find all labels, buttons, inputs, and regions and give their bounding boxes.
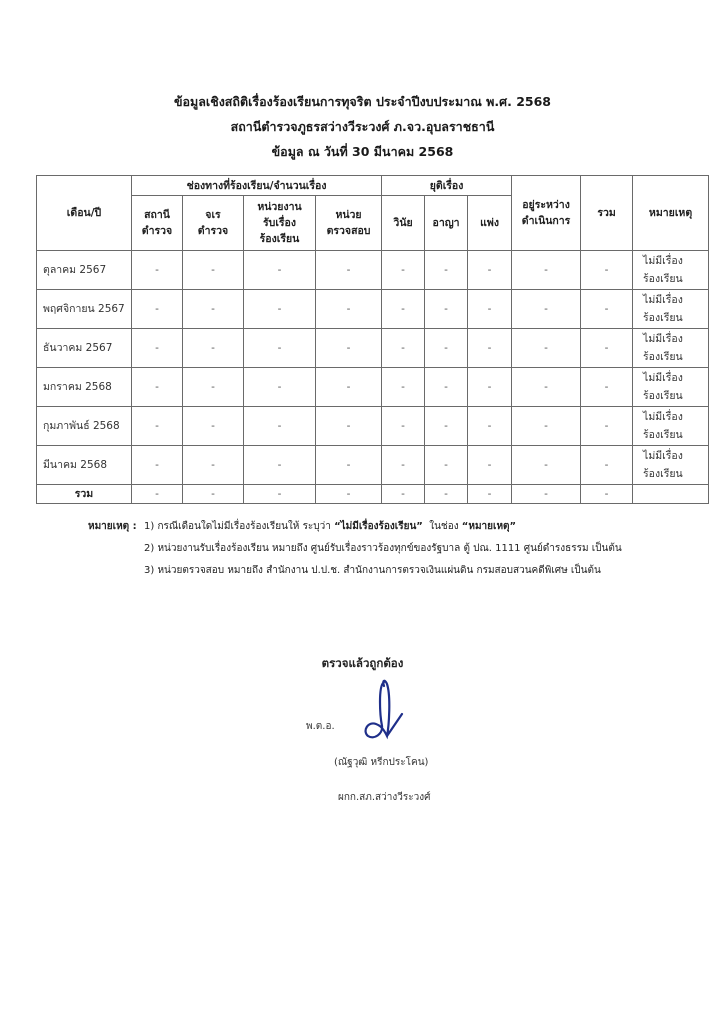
value-cell: -: [316, 407, 382, 446]
value-cell: -: [244, 446, 316, 485]
value-cell: -: [512, 329, 581, 368]
header-remark: หมายเหตุ: [633, 176, 709, 251]
value-cell: -: [183, 251, 244, 290]
handwritten-signature: [360, 676, 410, 746]
value-cell: -: [244, 407, 316, 446]
header-total: รวม: [581, 176, 633, 251]
total-cell: -: [316, 485, 382, 504]
month-cell: มกราคม 2568: [37, 368, 132, 407]
value-cell: -: [316, 368, 382, 407]
header-station: สถานี ตำรวจ: [132, 196, 183, 251]
month-cell: กุมภาพันธ์ 2568: [37, 407, 132, 446]
table-row: [37, 290, 709, 329]
value-cell: -: [512, 368, 581, 407]
value-cell: -: [468, 368, 512, 407]
table-row: [37, 251, 709, 290]
month-cell: ธันวาคม 2567: [37, 329, 132, 368]
header-civil: แพ่ง: [468, 196, 512, 251]
value-cell: -: [183, 290, 244, 329]
header-discipline: วินัย: [382, 196, 425, 251]
value-cell: -: [132, 368, 183, 407]
remark-cell: ไม่มีเรื่อง ร้องเรียน: [633, 251, 709, 290]
value-cell: -: [132, 407, 183, 446]
value-cell: -: [132, 290, 183, 329]
value-cell: -: [581, 290, 633, 329]
data-date: ข้อมูล ณ วันที่ 30 มีนาคม 2568: [271, 144, 454, 159]
total-cell: -: [468, 485, 512, 504]
value-cell: -: [425, 251, 468, 290]
value-cell: -: [581, 446, 633, 485]
value-cell: -: [382, 251, 425, 290]
value-cell: -: [382, 329, 425, 368]
value-cell: -: [316, 251, 382, 290]
month-cell: ตุลาคม 2567: [37, 251, 132, 290]
remark-cell: ไม่มีเรื่อง ร้องเรียน: [633, 446, 709, 485]
table-row: [37, 329, 709, 368]
header-agency: หน่วยงาน รับเรื่อง ร้องเรียน: [244, 196, 316, 251]
table-row: [37, 407, 709, 446]
remark-cell: ไม่มีเรื่อง ร้องเรียน: [633, 368, 709, 407]
value-cell: -: [425, 329, 468, 368]
value-cell: -: [425, 290, 468, 329]
value-cell: -: [183, 368, 244, 407]
value-cell: -: [468, 329, 512, 368]
value-cell: -: [382, 290, 425, 329]
value-cell: -: [468, 407, 512, 446]
station-name: สถานีตำรวจภูธรสว่างวีระวงศ์ ภ.จว.อุบลราชธานี: [230, 119, 495, 134]
note-2: 2) หน่วยงานรับเรื่องร้องเรียน หมายถึง ศูนย์รับเรื่องราวร้องทุกข์ของรัฐบาล ตู้ ปณ. 1111 ศูนย์ดำรงธรรม เป็นต้น: [144, 543, 622, 554]
total-remark-cell: [633, 485, 709, 504]
total-cell: -: [244, 485, 316, 504]
signer-rank: พ.ต.อ.: [306, 721, 335, 732]
table-row: [37, 446, 709, 485]
value-cell: -: [382, 368, 425, 407]
total-cell: -: [382, 485, 425, 504]
value-cell: -: [382, 446, 425, 485]
verified-heading: ตรวจแล้วถูกต้อง: [321, 656, 404, 670]
note-3: 3) หน่วยตรวจสอบ หมายถึง สำนักงาน ป.ป.ช. สำนักงานการตรวจเงินแผ่นดิน กรมสอบสวนคดีพิเศษ เป็นต้น: [144, 565, 601, 576]
value-cell: -: [316, 329, 382, 368]
header-closed-group: ยุติเรื่อง: [382, 176, 512, 196]
value-cell: -: [316, 290, 382, 329]
value-cell: -: [468, 446, 512, 485]
value-cell: -: [132, 446, 183, 485]
value-cell: -: [468, 251, 512, 290]
header-audit: หน่วย ตรวจสอบ: [316, 196, 382, 251]
value-cell: -: [132, 251, 183, 290]
header-inspector: จเร ตำรวจ: [183, 196, 244, 251]
value-cell: -: [244, 368, 316, 407]
value-cell: -: [581, 329, 633, 368]
total-cell: -: [581, 485, 633, 504]
month-cell: พฤศจิกายน 2567: [37, 290, 132, 329]
value-cell: -: [581, 407, 633, 446]
total-cell: -: [183, 485, 244, 504]
total-label: รวม: [37, 485, 132, 504]
value-cell: -: [244, 251, 316, 290]
value-cell: -: [468, 290, 512, 329]
remark-cell: ไม่มีเรื่อง ร้องเรียน: [633, 290, 709, 329]
total-cell: -: [512, 485, 581, 504]
value-cell: -: [512, 446, 581, 485]
value-cell: -: [581, 251, 633, 290]
value-cell: -: [512, 290, 581, 329]
header-criminal: อาญา: [425, 196, 468, 251]
value-cell: -: [382, 407, 425, 446]
total-cell: -: [425, 485, 468, 504]
value-cell: -: [581, 368, 633, 407]
complaint-statistics-table: [36, 175, 709, 504]
value-cell: -: [183, 407, 244, 446]
value-cell: -: [183, 329, 244, 368]
value-cell: -: [132, 329, 183, 368]
document-title: ข้อมูลเชิงสถิติเรื่องร้องเรียนการทุจริต ประจำปีงบประมาณ พ.ศ. 2568: [173, 94, 551, 109]
header-channels-group: ช่องทางที่ร้องเรียน/จำนวนเรื่อง: [132, 176, 382, 196]
value-cell: -: [425, 407, 468, 446]
notes-label: หมายเหตุ :: [88, 521, 137, 532]
value-cell: -: [512, 251, 581, 290]
signer-position: ผกก.สภ.สว่างวีระวงศ์: [338, 792, 431, 803]
value-cell: -: [512, 407, 581, 446]
value-cell: -: [425, 368, 468, 407]
remark-cell: ไม่มีเรื่อง ร้องเรียน: [633, 329, 709, 368]
value-cell: -: [244, 329, 316, 368]
month-cell: มีนาคม 2568: [37, 446, 132, 485]
header-pending: อยู่ระหว่าง ดำเนินการ: [512, 176, 581, 251]
header-month: เดือน/ปี: [37, 176, 132, 251]
remark-cell: ไม่มีเรื่อง ร้องเรียน: [633, 407, 709, 446]
value-cell: -: [183, 446, 244, 485]
table-row: [37, 368, 709, 407]
total-row: [37, 485, 709, 504]
total-cell: -: [132, 485, 183, 504]
signer-name: (ณัฐวุฒิ หรีกประโคน): [334, 757, 429, 768]
value-cell: -: [244, 290, 316, 329]
note-1: หมายเหตุ : 1) กรณีเดือนใดไม่มีเรื่องร้องเรียนให้ ระบุว่า “ไม่มีเรื่องร้องเรียน” ในช่อง “หมายเหตุ”: [88, 521, 517, 532]
notes-section: [88, 519, 622, 585]
value-cell: -: [316, 446, 382, 485]
value-cell: -: [425, 446, 468, 485]
